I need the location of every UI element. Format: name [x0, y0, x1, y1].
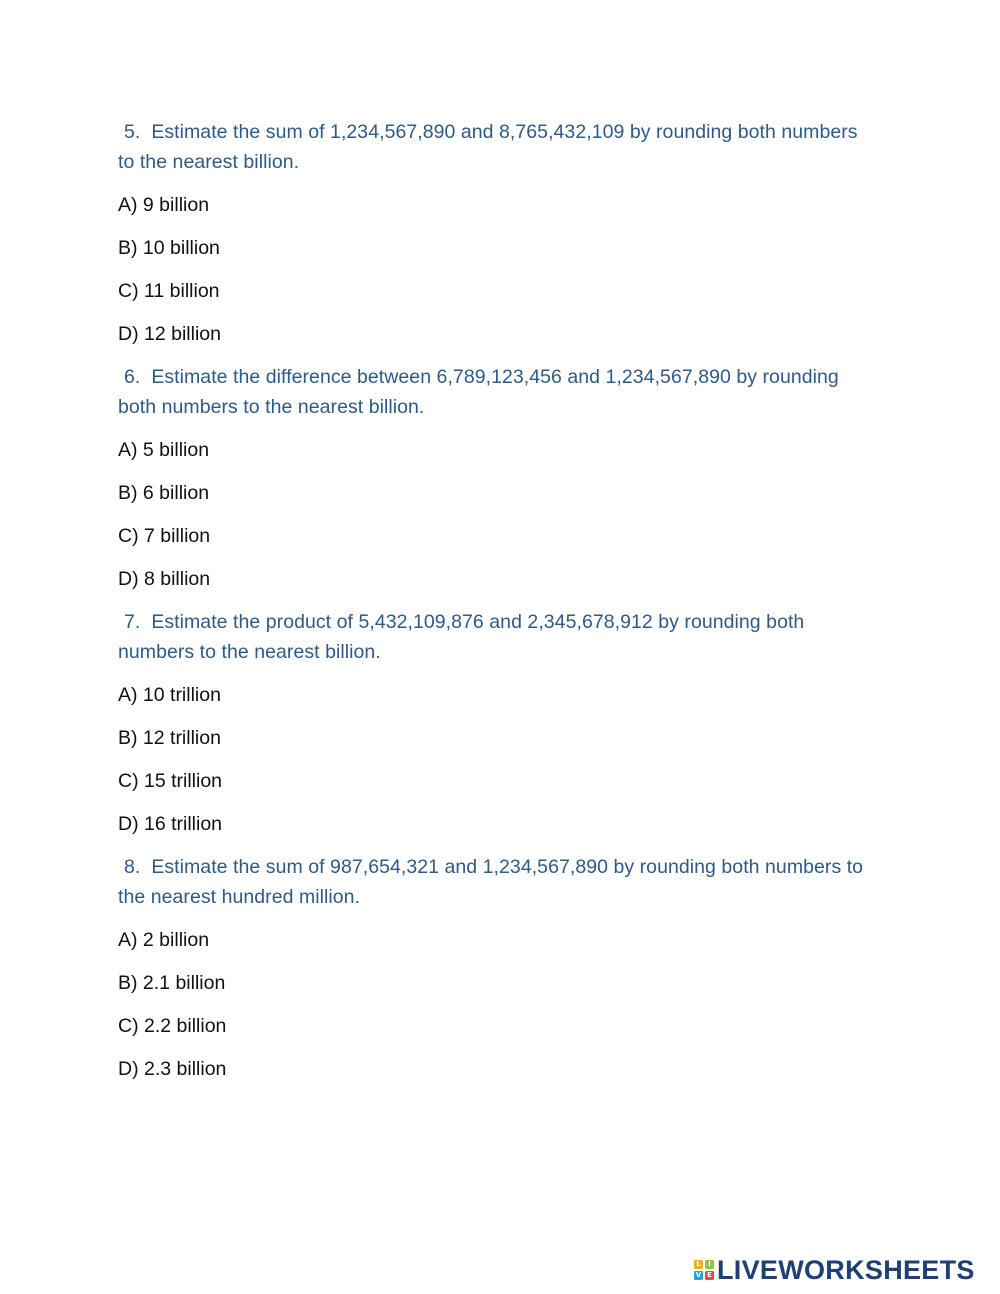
logo-tile-i: I [705, 1260, 714, 1269]
logo-tile-e: E [705, 1271, 714, 1280]
question-number: 5. [124, 121, 141, 143]
liveworksheets-logo [694, 1255, 975, 1285]
option-7d[interactable]: D) 16 trillion [118, 813, 223, 835]
option-5a[interactable]: A) 9 billion [118, 194, 210, 216]
option-5b[interactable]: B) 10 billion [118, 237, 220, 259]
question-number: 6. [124, 366, 141, 388]
option-6b[interactable]: B) 6 billion [118, 482, 210, 504]
question-6-text [118, 362, 878, 422]
option-7b[interactable]: B) 12 trillion [118, 727, 221, 749]
logo-tile-l: L [694, 1260, 703, 1269]
question-prompt: Estimate the difference between 6,789,123,456 and 1,234,567,890 by rounding both numbers to the nearest billion. [118, 366, 839, 418]
question-8-text [118, 852, 878, 912]
question-prompt: Estimate the sum of 987,654,321 and 1,234,567,890 by rounding both numbers to the nearest hundred million. [118, 856, 864, 908]
question-prompt: Estimate the product of 5,432,109,876 and 2,345,678,912 by rounding both numbers to the nearest billion. [118, 611, 805, 663]
option-6d[interactable]: D) 8 billion [118, 568, 211, 590]
question-number: 7. [124, 611, 141, 633]
option-8b[interactable]: B) 2.1 billion [118, 972, 226, 994]
question-prompt: Estimate the sum of 1,234,567,890 and 8,765,432,109 by rounding both numbers to the nearest billion. [118, 121, 858, 173]
question-number: 8. [124, 856, 141, 878]
question-block-7 [118, 607, 878, 839]
question-block-8 [118, 852, 878, 1084]
option-8a[interactable]: A) 2 billion [118, 929, 210, 951]
option-8d[interactable]: D) 2.3 billion [118, 1058, 227, 1080]
option-5c[interactable]: C) 11 billion [118, 280, 220, 302]
option-7a[interactable]: A) 10 trillion [118, 684, 221, 706]
question-block-5 [118, 117, 878, 349]
liveworksheets-logo-icon [694, 1260, 714, 1280]
worksheet-page [118, 117, 878, 1097]
question-7-text [118, 607, 878, 667]
question-block-6 [118, 362, 878, 594]
liveworksheets-logo-text: LIVEWORKSHEETS [717, 1254, 975, 1285]
option-5d[interactable]: D) 12 billion [118, 323, 221, 345]
logo-tile-v: V [695, 1271, 702, 1279]
option-8c[interactable]: C) 2.2 billion [118, 1015, 227, 1037]
option-6a[interactable]: A) 5 billion [118, 439, 210, 461]
question-5-text [118, 117, 878, 177]
option-7c[interactable]: C) 15 trillion [118, 770, 223, 792]
option-6c[interactable]: C) 7 billion [118, 525, 211, 547]
